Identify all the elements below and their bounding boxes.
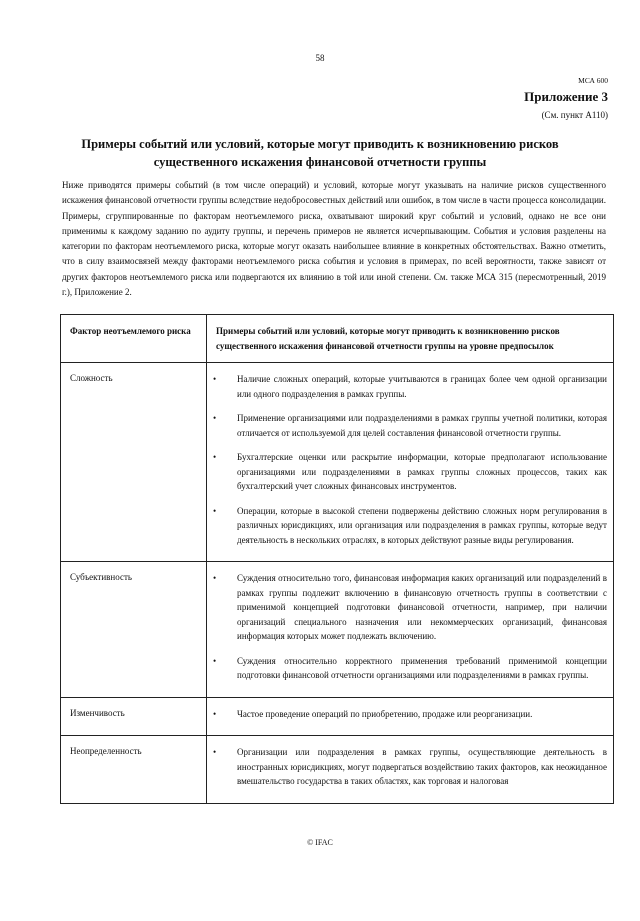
list-item: • Бухгалтерские оценки или раскрытие информации, которые предполагают использование организациями или подразделениями в рамках группы сложных процессов, таких как бухгалтерский учет сложных финансовых инструментов. [211, 450, 607, 494]
intro-paragraph: Ниже приводятся примеры событий (в том числе операций) и условий, которые могут указывать на наличие рисков существенного искажения финансовой отчетности группы вследствие недобросовестных действий или ошибок, в том числе в части процесса консолидации. Примеры, сгруппированные по факторам неотъемлемого риска, охватывают широкий круг событий и условий, однако не все они применимы к каждому заданию по аудиту группы, и перечень примеров не является исчерпывающим. События и условия разделены на категории по факторам неотъемлемого риска, которые могут оказать наибольшее влияние в конкретных обстоятельствах. Важно отметить, что в силу взаимосвязей между факторами неотъемлемого риска события и условия в примерах, по всей вероятности, также зависят от других факторов неотъемлемого риска или подвергаются их влиянию в той или иной степени. См. также МСА 315 (пересмотренный, 2019 г.), Приложение 2. [62, 180, 606, 298]
table-row [61, 736, 614, 804]
page-header [524, 76, 608, 120]
factor-cell: Субъективность [61, 562, 207, 698]
risk-factors-table [60, 314, 614, 804]
page-number: 58 [315, 53, 325, 63]
examples-cell [207, 736, 614, 804]
examples-cell [207, 562, 614, 698]
page-title: Примеры событий или условий, которые могут приводить к возникновению рисков существенного искажения финансовой отчетности группы [81, 137, 559, 169]
factor-cell: Сложность [61, 363, 207, 562]
table-row [61, 363, 614, 562]
table-row [61, 697, 614, 736]
list-item: • Суждения относительно корректного применения требований применимой концепции подготовки финансовой отчетности организациями или подразделениями в рамках группы. [211, 654, 607, 683]
list-item: • Частое проведение операций по приобретению, продаже или реорганизации. [211, 707, 607, 722]
factor-column-header: Фактор неотъемлемого риска [61, 315, 207, 363]
list-item: • Наличие сложных операций, которые учитываются в границах более чем одной организации или одного подразделения в рамках группы. [211, 372, 607, 401]
examples-list [211, 745, 607, 789]
list-item: • Применение организациями или подразделениями в рамках группы учетной политики, которая отличается от используемой для целей составления финансовой отчетности группы. [211, 411, 607, 440]
examples-cell [207, 363, 614, 562]
list-item: • Суждения относительно того, финансовая информация каких организаций или подразделений в рамках группы подлежит включению в финансовую отчетность группы в соответствии с применимой концепцией подготовки финансовой отчетности, например, при наличии организаций специального назначения или некоммерческих организаций, финансовая информация которых может подлежать включению. [211, 571, 607, 644]
examples-list [211, 707, 607, 722]
list-item: • Организации или подразделения в рамках группы, осуществляющие деятельность в иностранных юрисдикциях, могут подвергаться воздействию таких факторов, как неожиданное вмешательство государства в таких областях, как торговая и налоговая [211, 745, 607, 789]
paragraph-reference: (См. пункт А110) [541, 110, 608, 120]
factor-cell: Изменчивость [61, 697, 207, 736]
standard-label: МСА 600 [578, 76, 608, 85]
factor-cell: Неопределенность [61, 736, 207, 804]
list-item: • Операции, которые в высокой степени подвержены действию сложных норм регулирования в различных юрисдикциях, или организация или подразделения в рамках группы, которые ведут деятельность в нескольких отраслях, в которых действуют разные виды регулирования. [211, 504, 607, 548]
appendix-title: Приложение 3 [524, 89, 608, 104]
examples-list [211, 571, 607, 683]
examples-cell [207, 697, 614, 736]
table-row [61, 562, 614, 698]
examples-list [211, 372, 607, 547]
table-header-row [61, 315, 614, 363]
copyright-footer: © IFAC [307, 838, 333, 847]
examples-column-header: Примеры событий или условий, которые могут приводить к возникновению рисков существенного искажения финансовой отчетности группы на уровне предпосылок [207, 315, 614, 363]
